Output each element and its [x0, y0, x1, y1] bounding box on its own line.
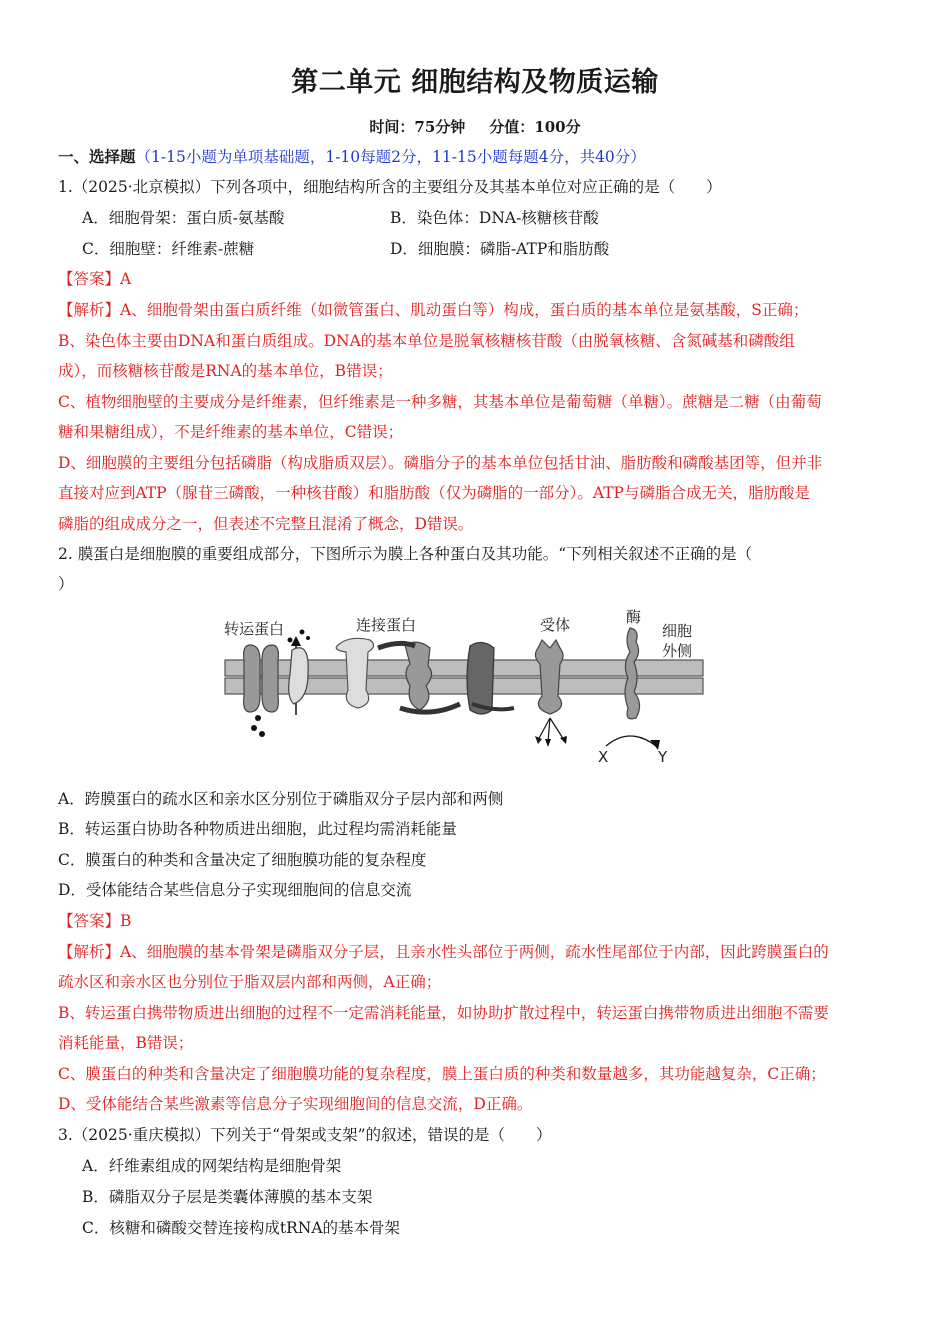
q3-option-a: A．纤维素组成的网架结构是细胞骨架: [82, 1157, 342, 1175]
q1-explanation-line: B、染色体主要由DNA和蛋白质组成。DNA的基本单位是脱氧核糖核苷酸（由脱氧核糖、含氮碱基和磷酸组: [58, 332, 795, 350]
q1-explanation-tag: 【解析】: [58, 301, 121, 319]
label-cell-outside-2: 外侧: [662, 642, 693, 660]
q3-option-b: B．磷脂双分子层是类囊体薄膜的基本支架: [82, 1188, 373, 1206]
linking-protein-icon: [336, 638, 514, 714]
section-heading: [58, 146, 894, 168]
label-receptor: 受体: [540, 616, 571, 634]
exam-time: 时间：75分钟: [369, 118, 466, 136]
q2-explanation-tag: 【解析】: [58, 943, 121, 961]
label-cell-outside-1: 细胞: [662, 622, 693, 640]
q2-stem-cont: ）: [58, 575, 74, 593]
q2-explanation-line: B、转运蛋白携带物质进出细胞的过程不一定需消耗能量，如协助扩散过程中，转运蛋白携带物质进出细胞不需要: [58, 1004, 829, 1022]
q1-explanation-line: 【解析】A、细胞骨架由蛋白质纤维（如微管蛋白、肌动蛋白等）构成，蛋白质的基本单位是氨基酸，S正确；: [58, 301, 809, 319]
q2-explanation-line: 【解析】A、细胞膜的基本骨架是磷脂双分子层，且亲水性头部位于两侧，疏水性尾部位于内部，因此跨膜蛋白的: [58, 943, 829, 961]
q2-explanation-line: C、膜蛋白的种类和含量决定了细胞膜功能的复杂程度，膜上蛋白质的种类和数量越多，其功能越复杂，C正确；: [58, 1065, 826, 1083]
q1-option-c: C．细胞壁：纤维素-蔗糖: [82, 240, 255, 258]
q1-explanation-line: C、植物细胞壁的主要成分是纤维素，但纤维素是一种多糖，其基本单位是葡萄糖（单糖）。蔗糖是二糖（由葡萄: [58, 393, 822, 411]
q1-explanation-line: 成），而核糖核苷酸是RNA的基本单位，B错误；: [58, 362, 393, 380]
label-linking-protein: 连接蛋白: [356, 616, 417, 634]
q3-stem: 3.（2025·重庆模拟）下列关于“骨架或支架”的叙述，错误的是（ ）: [58, 1126, 552, 1144]
q2-explanation-line: D、受体能结合某些激素等信息分子实现细胞间的信息交流，D正确。: [58, 1095, 533, 1113]
label-x: X: [598, 748, 609, 766]
q1-explanation-line: 磷脂的组成成分之一，但表述不完整且混淆了概念，D错误。: [58, 515, 474, 533]
q1-explanation-line: 直接对应到ATP（腺苷三磷酸，一种核苷酸）和脂肪酸（仅为磷脂的一部分）。ATP与磷脂合成无关，脂肪酸是: [58, 484, 810, 502]
q2-explanation-line: 消耗能量，B错误；: [58, 1034, 194, 1052]
q2-answer: 【答案】B: [58, 912, 132, 930]
q3-option-c: C．核糖和磷酸交替连接构成tRNA的基本骨架: [82, 1219, 401, 1237]
label-y: Y: [658, 748, 668, 766]
q2-option-a: A．跨膜蛋白的疏水区和亲水区分别位于磷脂双分子层内部和两侧: [58, 790, 504, 808]
exam-score: 分值：100分: [489, 118, 581, 136]
q2-explanation-line: 疏水区和亲水区也分别位于脂双层内部和两侧，A正确；: [58, 973, 442, 991]
label-enzyme: 酶: [626, 608, 642, 626]
membrane-diagram: [220, 600, 710, 770]
exam-meta: [0, 116, 950, 137]
q1-stem: 1.（2025·北京模拟）下列各项中，细胞结构所含的主要组分及其基本单位对应正确的是（ ）: [58, 178, 722, 196]
q2-option-b: B．转运蛋白协助各种物质进出细胞，此过程均需消耗能量: [58, 820, 457, 838]
q2-option-d: D．受体能结合某些信息分子实现细胞间的信息交流: [58, 881, 412, 899]
q1-option-a: A．细胞骨架：蛋白质-氨基酸: [82, 209, 285, 227]
transport-protein-icon: [244, 630, 310, 738]
q1-explanation-line: 糖和果糖组成），不是纤维素的基本单位，C错误；: [58, 423, 404, 441]
q1-answer: 【答案】A: [58, 270, 132, 288]
q2-stem: 2. 膜蛋白是细胞膜的重要组成部分，下图所示为膜上各种蛋白及其功能。“下列相关叙述不正确的是（: [58, 545, 753, 563]
q2-option-c: C．膜蛋白的种类和含量决定了细胞膜功能的复杂程度: [58, 851, 427, 869]
label-transport-protein: 转运蛋白: [224, 620, 285, 638]
membrane-protein-figure: [220, 600, 710, 770]
q1-option-d: D．细胞膜：磷脂-ATP和脂肪酸: [390, 240, 610, 258]
q1-explanation-line: D、细胞膜的主要组分包括磷脂（构成脂质双层）。磷脂分子的基本单位包括甘油、脂肪酸和磷酸基团等，但并非: [58, 454, 823, 472]
section-note: （1-15小题为单项基础题，1-10每题2分，11-15小题每题4分，共40分）: [135, 148, 646, 166]
section-label: 一、选择题: [58, 147, 136, 166]
page-title: 第二单元 细胞结构及物质运输: [291, 67, 659, 98]
q1-option-b: B．染色体：DNA-核糖核苷酸: [390, 209, 599, 227]
